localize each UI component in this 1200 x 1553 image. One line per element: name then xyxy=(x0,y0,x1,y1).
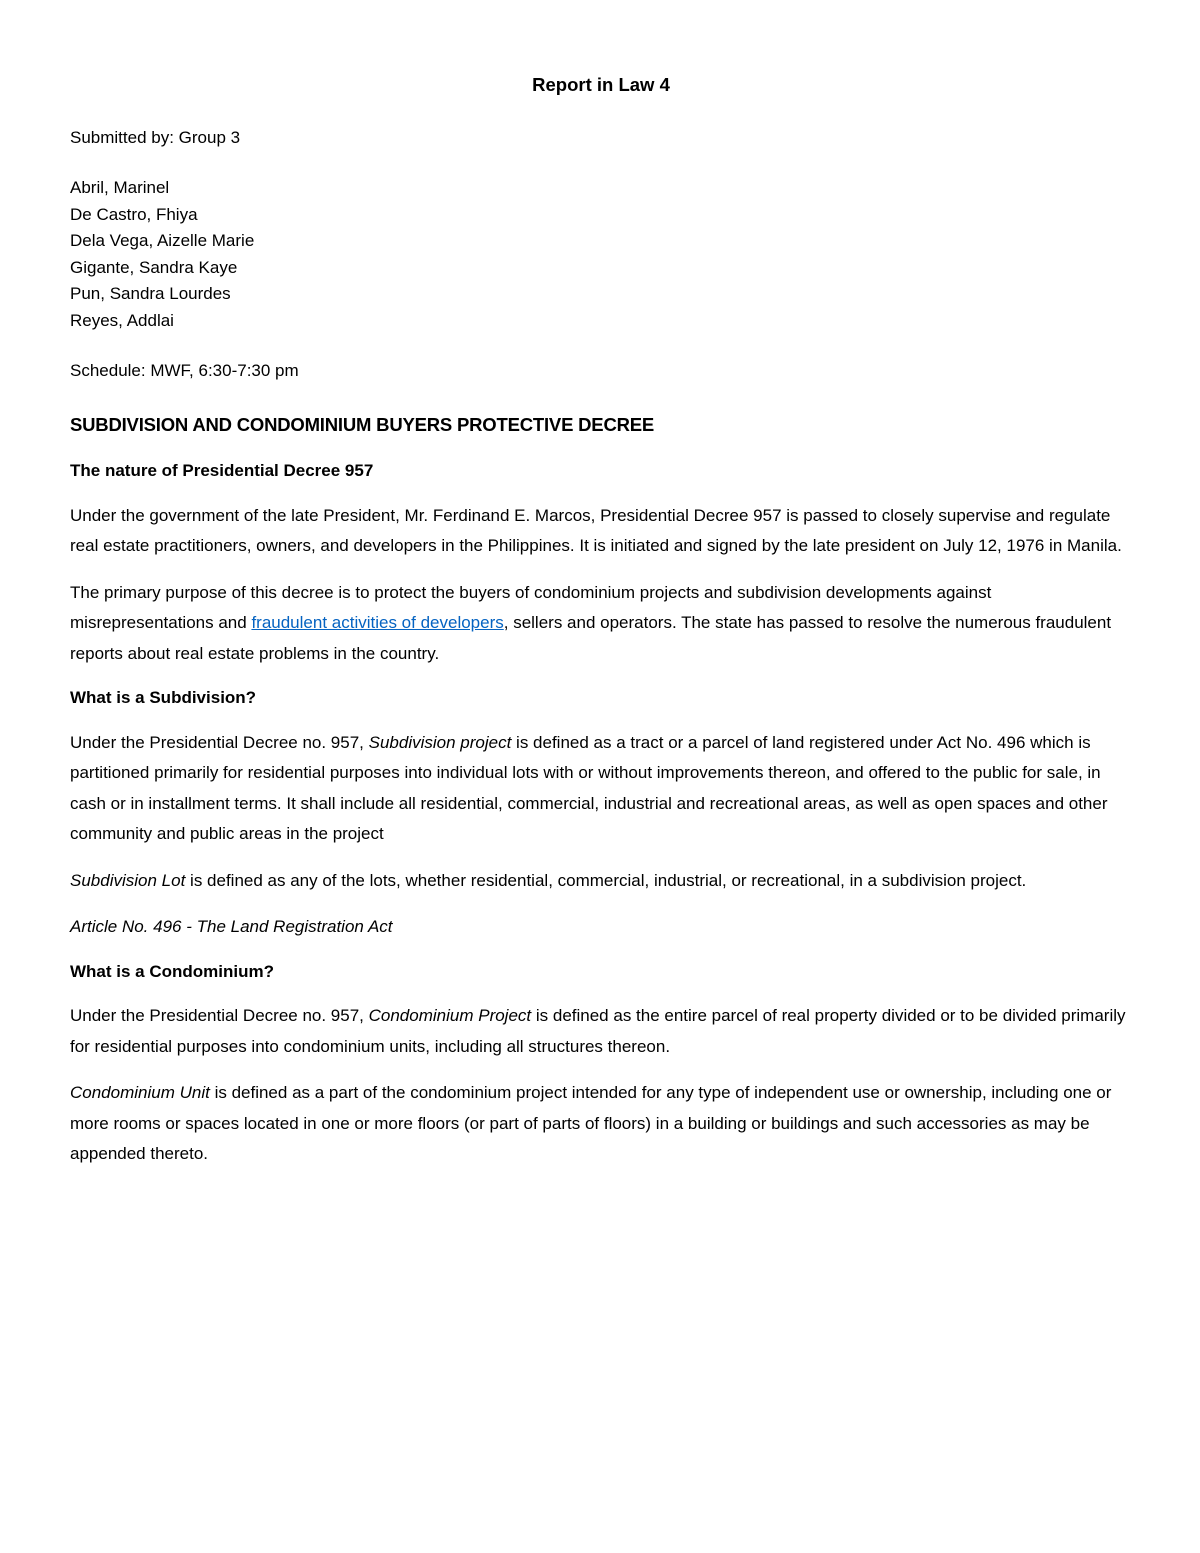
member-name: Pun, Sandra Lourdes xyxy=(70,284,231,303)
paragraph-nature-1: Under the government of the late President, Mr. Ferdinand E. Marcos, Presidential Decree 957 is passed to closely supervise and regulate real estate practitioners, owners, and developers in the Philippines. It is initiated and signed by the late president on July 12, 1976 in Manila. xyxy=(70,505,1122,555)
section-heading-subdivision: What is a Subdivision? xyxy=(70,688,257,707)
paragraph-text: is defined as any of the lots, whether residential, commercial, industrial, or recreational, in a subdivision project. xyxy=(185,870,1027,890)
reference-text: Article No. 496 - The Land Registration Act xyxy=(70,917,393,936)
paragraph-text: Under the Presidential Decree no. 957, xyxy=(70,1006,369,1025)
section-heading-condominium: What is a Condominium? xyxy=(70,961,274,981)
paragraph-subdivision-1 xyxy=(70,728,1132,850)
paragraph-text: Under the Presidential Decree no. 957, xyxy=(70,732,369,752)
paragraph-subdivision-2 xyxy=(70,866,1132,897)
defined-term: Condominium Unit xyxy=(70,1083,210,1102)
member-name: Abril, Marinel xyxy=(70,178,170,197)
member-name: De Castro, Fhiya xyxy=(70,204,198,224)
reference-line xyxy=(70,912,1132,943)
section-heading-nature: The nature of Presidential Decree 957 xyxy=(70,461,374,480)
paragraph-text: is defined as a tract or a parcel of land registered under Act No. 496 which is partitioned primarily for residential purposes into individual lots with or without improvements thereon, and offered to the public for sale, in cash or in installment terms. It shall include all residential, commercial, industrial and recreational areas, as well as open spaces and other community and public areas in the project xyxy=(70,732,1108,843)
paragraph-text: , sellers and operators. The state has passed to resolve the numerous fraudulent reports about real estate problems in the country. xyxy=(70,613,1112,663)
document-page xyxy=(70,70,1132,1186)
defined-term: Subdivision Lot xyxy=(70,870,186,890)
submitted-by: Submitted by: Group 3 xyxy=(70,127,241,147)
member-list xyxy=(70,175,1132,334)
main-heading: SUBDIVISION AND CONDOMINIUM BUYERS PROTECTIVE DECREE xyxy=(70,413,655,435)
paragraph-text: The primary purpose of this decree is to protect the buyers of condominium projects and subdivision developments against misrepresentations and xyxy=(70,582,992,632)
member-name: Dela Vega, Aizelle Marie xyxy=(70,231,255,250)
member-name: Gigante, Sandra Kaye xyxy=(70,257,238,277)
member-name: Reyes, Addlai xyxy=(70,310,174,330)
fraudulent-activities-link[interactable]: fraudulent activities of developers xyxy=(251,613,504,632)
paragraph-condominium-1 xyxy=(70,1001,1132,1062)
paragraph-nature-2 xyxy=(70,578,1132,670)
defined-term: Subdivision project xyxy=(368,732,512,752)
paragraph-text: is defined as a part of the condominium project intended for any type of independent use or ownership, including one or more rooms or spaces located in one or more floors (or part of parts of floors) in a building or buildings and such accessories as may be appended thereto. xyxy=(70,1083,1112,1163)
paragraph-condominium-2 xyxy=(70,1078,1132,1170)
defined-term: Condominium Project xyxy=(368,1006,532,1025)
paragraph-text: is defined as the entire parcel of real property divided or to be divided primarily for residential purposes into condominium units, including all structures thereon. xyxy=(70,1006,1126,1056)
schedule: Schedule: MWF, 6:30-7:30 pm xyxy=(70,361,299,380)
document-title: Report in Law 4 xyxy=(532,74,670,95)
